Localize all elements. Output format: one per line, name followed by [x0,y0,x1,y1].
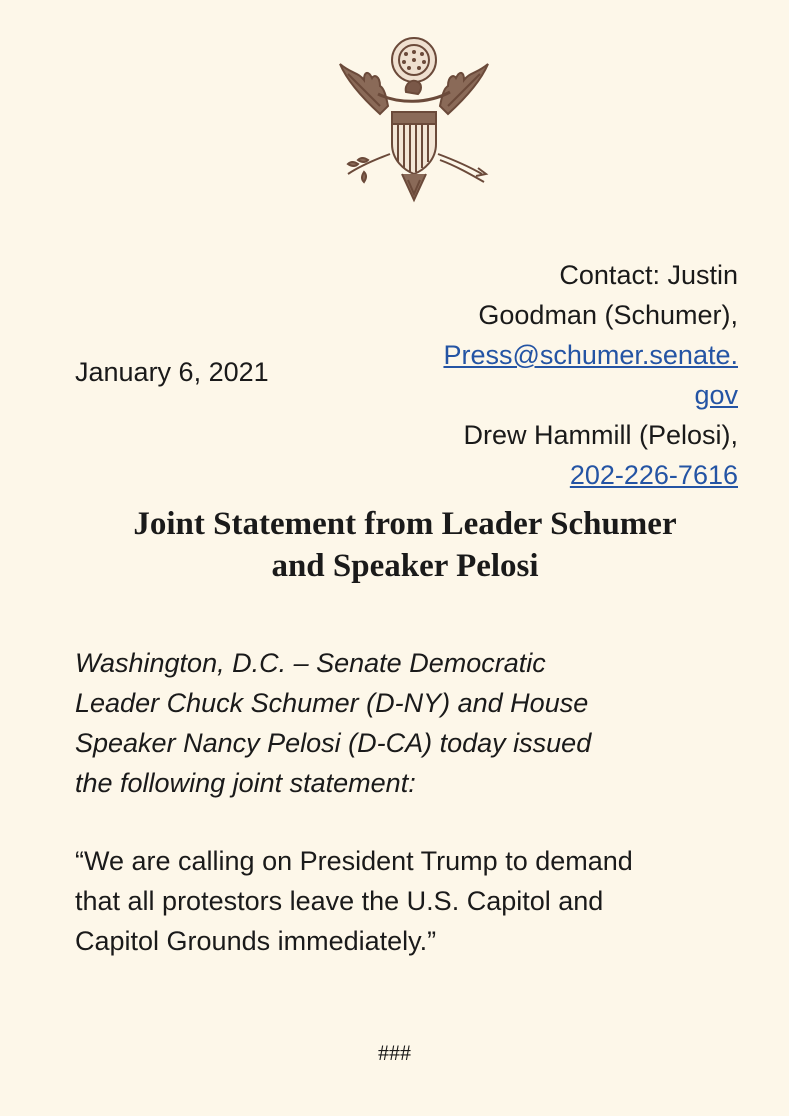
email-link-part-1[interactable]: Press@schumer.senate. [443,340,738,370]
contact-line-1: Contact: Justin [559,260,738,290]
title-line-2: and Speaker Pelosi [271,548,539,584]
intro-line: the following joint statement: [75,768,416,798]
intro-line: Washington, D.C. – Senate Democratic [75,648,546,678]
quote-line: “We are calling on President Trump to demand [75,846,633,876]
contact-email-link[interactable] [358,335,738,415]
great-seal-eagle-icon [318,34,510,204]
intro-line: Speaker Nancy Pelosi (D-CA) today issued [75,728,592,758]
end-mark: ### [378,1040,411,1065]
statement-date: January 6, 2021 [75,357,269,387]
intro-line: Leader Chuck Schumer (D-NY) and House [75,688,589,718]
email-link-part-2[interactable]: gov [694,380,738,410]
statement-title [40,503,770,587]
contact-phone-link[interactable]: 202-226-7616 [569,460,738,490]
quote-paragraph [75,841,755,961]
contact-line-3: Drew Hammill (Pelosi), [463,420,738,450]
contact-block [358,255,738,495]
quote-line: that all protestors leave the U.S. Capitol and [75,886,604,916]
quote-line: Capitol Grounds immediately.” [75,926,437,956]
intro-paragraph [75,643,735,803]
title-line-1: Joint Statement from Leader Schumer [133,506,677,542]
contact-line-2: Goodman (Schumer), [478,300,738,330]
